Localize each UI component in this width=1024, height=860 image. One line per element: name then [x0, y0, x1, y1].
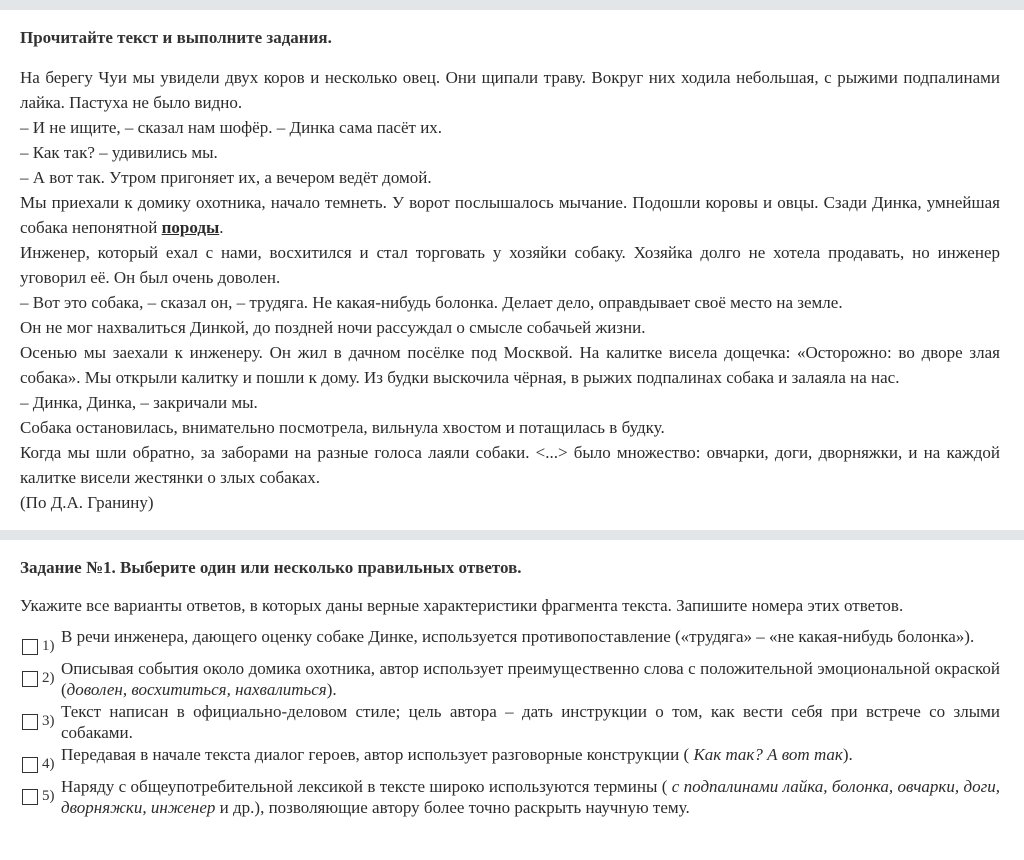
option-text: [61, 658, 1000, 700]
option-number: 2): [42, 670, 55, 686]
section-divider: [0, 530, 1024, 540]
option-italic-text: с подпалинами лайка, болонка, овчарки, доги, дворняжки, инженер: [61, 777, 1000, 817]
option-text: [61, 626, 1000, 647]
answer-option[interactable]: [20, 744, 1000, 775]
option-text-part: Передавая в начале текста диалог героев, автор использует разговорные конструкции (: [61, 745, 694, 764]
passage-paragraph: – А вот так. Утром пригоняет их, а вечером ведёт домой.: [20, 168, 432, 187]
passage-paragraph: Он не мог нахвалиться Динкой, до поздней ночи рассуждал о смысле собачьей жизни.: [20, 318, 646, 337]
option-control: [20, 658, 61, 689]
passage-text: Мы приехали к домику охотника, начало темнеть. У ворот послышалось мычание. Подошли коровы и овцы. Сзади Динка, умнейшая собака непонятной: [20, 193, 1000, 237]
option-checkbox[interactable]: [22, 639, 38, 655]
top-divider: [0, 0, 1024, 10]
passage-paragraph: Осенью мы заехали к инженеру. Он жил в дачном посёлке под Москвой. На калитке висела дощечка: «Осторожно: во дворе злая собака». Мы открыли калитку и пошли к дому. Из будки выскочила чёрная, в рыжих подпалинах собака и залаяла на нас.: [20, 343, 1000, 387]
option-italic-text: доволен, восхититься, нахвалиться: [66, 680, 327, 699]
passage-text: .: [219, 218, 224, 237]
option-text-part: Наряду с общеупотребительной лексикой в тексте широко используются термины (: [61, 777, 672, 796]
option-text-part: и др.), позволяющие автору более точно раскрыть научную тему.: [215, 798, 690, 817]
answer-option[interactable]: [20, 776, 1000, 818]
option-control: [20, 776, 61, 807]
option-text-part: ).: [842, 745, 853, 764]
option-number: 4): [42, 756, 55, 772]
option-text-part: ).: [326, 680, 337, 699]
task-title: Задание №1. Выберите один или несколько правильных ответов.: [20, 558, 522, 577]
option-text: [61, 744, 1000, 765]
answer-option[interactable]: [20, 626, 1000, 657]
reading-passage: [20, 65, 1000, 515]
passage-source: (По Д.А. Гранину): [20, 493, 154, 512]
passage-paragraph: На берегу Чуи мы увидели двух коров и несколько овец. Они щипали траву. Вокруг них ходила небольшая, с рыжими подпалинами лайка. Пастуха не было видно.: [20, 68, 1000, 112]
option-text-part: В речи инженера, дающего оценку собаке Динке, используется противопоставление («трудяга» – «не какая-нибудь болонка»).: [61, 627, 975, 646]
option-control: [20, 626, 61, 657]
option-number: 1): [42, 638, 55, 654]
option-checkbox[interactable]: [22, 789, 38, 805]
task-instruction: Укажите все варианты ответов, в которых даны верные характеристики фрагмента текста. Запишите номера этих ответов.: [20, 596, 904, 615]
passage-paragraph: Собака остановилась, внимательно посмотрела, вильнула хвостом и потащилась в будку.: [20, 418, 665, 437]
passage-paragraph: – И не ищите, – сказал нам шофёр. – Динка сама пасёт их.: [20, 118, 443, 137]
passage-paragraph: – Как так? – удивились мы.: [20, 143, 218, 162]
option-control: [20, 744, 61, 775]
option-number: 3): [42, 713, 55, 729]
option-checkbox[interactable]: [22, 757, 38, 773]
answer-option[interactable]: [20, 658, 1000, 700]
passage-paragraph: – Динка, Динка, – закричали мы.: [20, 393, 258, 412]
option-italic-text: Как так? А вот так: [693, 745, 843, 764]
option-text-part: Описывая события около домика охотника, автор использует преимущественно слова с положительной эмоциональной окраской (: [61, 659, 1000, 699]
reading-heading: Прочитайте текст и выполните задания.: [20, 28, 332, 47]
passage-paragraph: [20, 190, 1000, 240]
option-text: [61, 701, 1000, 743]
passage-paragraph: Когда мы шли обратно, за заборами на разные голоса лаяли собаки. <...> было множество: овчарки, доги, дворняжки, и на каждой калитке висели жестянки о злых собаках.: [20, 443, 1000, 487]
option-checkbox[interactable]: [22, 671, 38, 687]
passage-paragraph: – Вот это собака, – сказал он, – трудяга. Не какая-нибудь болонка. Делает дело, оправдывает своё место на земле.: [20, 293, 843, 312]
answer-options: [20, 626, 1000, 818]
option-text: [61, 776, 1000, 818]
passage-paragraph: Инженер, который ехал с нами, восхитился и стал торговать у хозяйки собаку. Хозяйка долго не хотела продавать, но инженер уговорил её. Он был очень доволен.: [20, 243, 1000, 287]
option-text-part: Текст написан в официально-деловом стиле; цель автора – дать инструкции о том, как вести себя при встрече со злыми собаками.: [61, 702, 1000, 742]
option-control: [20, 701, 61, 732]
option-number: 5): [42, 788, 55, 804]
underlined-word: породы: [161, 218, 220, 237]
option-checkbox[interactable]: [22, 714, 38, 730]
answer-option[interactable]: [20, 701, 1000, 743]
